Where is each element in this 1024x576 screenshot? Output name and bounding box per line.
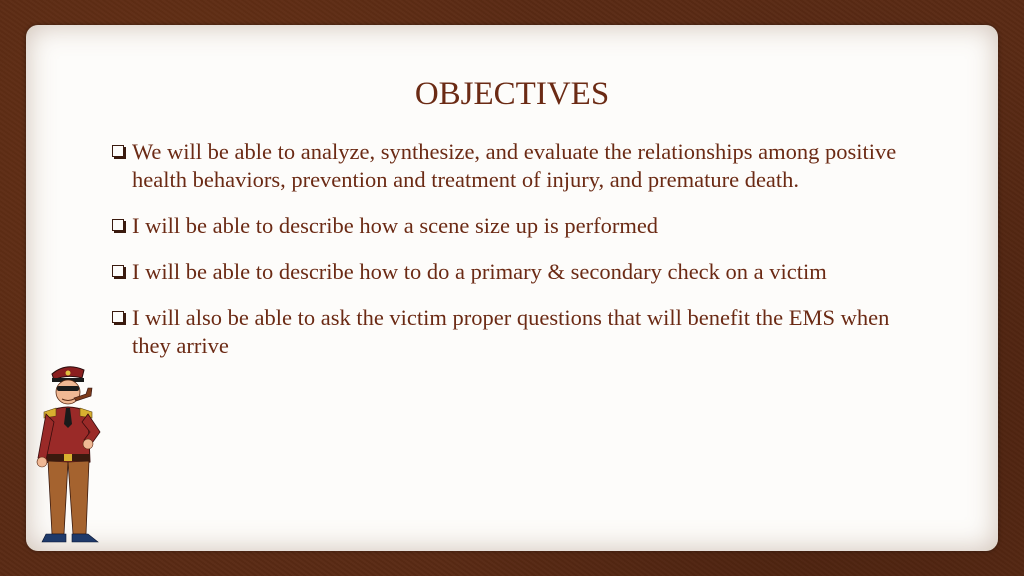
list-item	[112, 304, 912, 360]
checkbox-bullet-icon	[112, 145, 124, 157]
checkbox-bullet-icon	[112, 265, 124, 277]
officer-clipart	[30, 362, 110, 548]
objectives-list	[112, 138, 912, 378]
checkbox-bullet-icon	[112, 219, 124, 231]
bullet-text: I will also be able to ask the victim proper questions that will benefit the EMS when they arrive	[132, 305, 890, 358]
list-item	[112, 138, 912, 194]
page-title: OBJECTIVES	[414, 76, 610, 112]
list-item	[112, 212, 912, 240]
bullet-text: We will be able to analyze, synthesize, and evaluate the relationships among positive health behaviors, prevention and treatment of injury, and premature death.	[132, 139, 897, 192]
bullet-text: I will be able to describe how a scene size up is performed	[132, 213, 659, 238]
bullet-text: I will be able to describe how to do a primary & secondary check on a victim	[132, 259, 827, 284]
list-item	[112, 258, 912, 286]
checkbox-bullet-icon	[112, 311, 124, 323]
